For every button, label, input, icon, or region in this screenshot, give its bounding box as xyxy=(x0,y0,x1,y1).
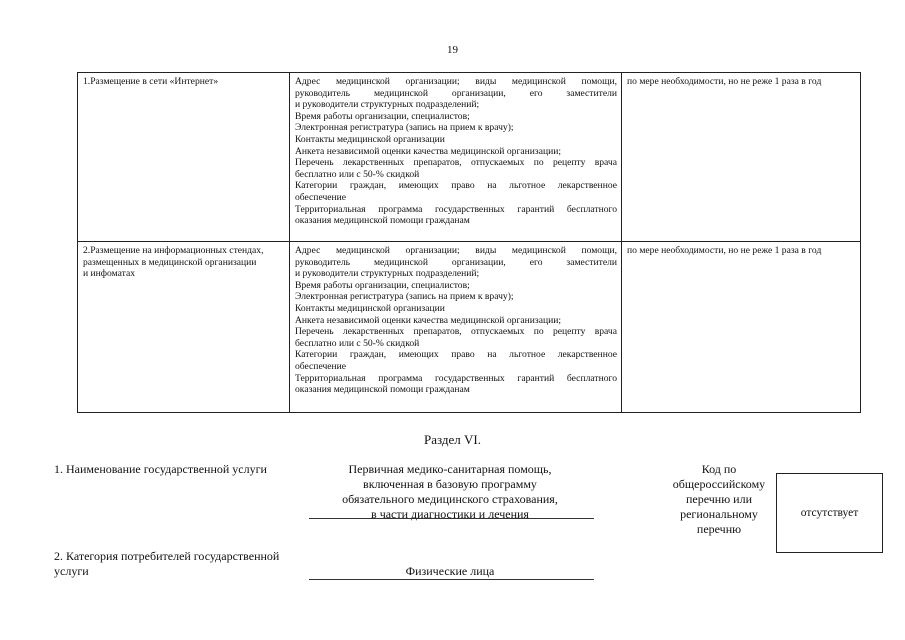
consumer-category-value: Физические лица xyxy=(405,564,495,578)
table-row xyxy=(78,73,861,242)
content-line: бесплатно или с 50-% скидкой xyxy=(295,168,420,180)
consumer-label-line: 2. Категория потребителей государственной xyxy=(54,549,280,563)
content-cell xyxy=(290,73,622,242)
method-text: 1.Размещение в сети «Интернет» xyxy=(83,76,219,87)
service-name-line: включенная в базовую программу xyxy=(363,477,537,491)
content-line: Перечень лекарственных препаратов, отпускаемых по рецепту врача xyxy=(295,326,617,338)
code-label-line: общероссийскому xyxy=(672,477,766,491)
content-line: Анкета независимой оценки качества медицинской организации; xyxy=(295,145,562,157)
consumer-label-line: услуги xyxy=(54,564,89,578)
content-line: и руководители структурных подразделений; xyxy=(295,99,480,111)
service-name-line: обязательного медицинского страхования, xyxy=(342,492,558,506)
content-line: обеспечение xyxy=(295,191,347,203)
code-value: отсутствует xyxy=(800,507,859,519)
content-line: Электронная регистратура (запись на прием к врачу); xyxy=(295,291,514,303)
content-line: оказания медицинской помощи гражданам xyxy=(295,384,470,396)
content-line: Электронная регистратура (запись на прием к врачу); xyxy=(295,122,514,134)
method-text: 2.Размещение на информационных стендах, xyxy=(83,245,264,256)
consumer-category-label xyxy=(54,549,279,579)
frequency-text: по мере необходимости, но не реже 1 раза в год xyxy=(627,245,822,256)
content-line: Перечень лекарственных препаратов, отпускаемых по рецепту врача xyxy=(295,157,617,169)
service-name-value xyxy=(305,462,595,522)
content-line: Время работы организации, специалистов; xyxy=(295,110,470,122)
content-line: Территориальная программа государственных гарантий бесплатного xyxy=(295,372,617,384)
content-line: Адрес медицинской организации; виды медицинской помощи, xyxy=(295,245,617,256)
content-line: руководитель медицинской организации, его заместители xyxy=(295,87,617,99)
frequency-cell xyxy=(622,73,861,242)
code-label-line: региональному xyxy=(680,507,758,521)
consumer-underline xyxy=(309,579,594,580)
content-line: Контакты медицинской организации xyxy=(295,133,445,145)
service-name-line: в части диагностики и лечения xyxy=(371,507,529,521)
content-line: Время работы организации, специалистов; xyxy=(295,279,470,291)
code-label-line: Код по xyxy=(701,462,737,476)
code-label-line: перечню xyxy=(696,522,742,536)
service-name-line: Первичная медико-санитарная помощь, xyxy=(348,462,552,476)
content-line: руководитель медицинской организации, его заместители xyxy=(295,256,617,268)
content-line: обеспечение xyxy=(295,360,347,372)
content-line: и руководители структурных подразделений; xyxy=(295,268,480,280)
code-box xyxy=(776,473,883,553)
content-line: Категории граждан, имеющих право на льготное лекарственное xyxy=(295,349,617,361)
content-line: Территориальная программа государственных гарантий бесплатного xyxy=(295,203,617,215)
page-number: 19 xyxy=(447,44,458,56)
information-table xyxy=(77,72,861,413)
frequency-cell xyxy=(622,242,861,413)
content-line: бесплатно или с 50-% скидкой xyxy=(295,337,420,349)
content-line: Категории граждан, имеющих право на льготное лекарственное xyxy=(295,180,617,192)
content-line: оказания медицинской помощи гражданам xyxy=(295,215,470,227)
service-name-label: 1. Наименование государственной услуги xyxy=(54,462,267,476)
method-text: и инфоматах xyxy=(83,268,136,280)
method-cell xyxy=(78,73,290,242)
table-row xyxy=(78,242,861,413)
frequency-text: по мере необходимости, но не реже 1 раза в год xyxy=(627,76,822,87)
section-title: Раздел VI. xyxy=(424,432,481,447)
content-line: Адрес медицинской организации; виды медицинской помощи, xyxy=(295,76,617,87)
method-text: размещенных в медицинской организации xyxy=(83,256,257,268)
content-line: Контакты медицинской организации xyxy=(295,302,445,314)
code-label xyxy=(665,462,773,537)
content-cell xyxy=(290,242,622,413)
method-cell xyxy=(78,242,290,413)
code-label-line: перечню или xyxy=(685,492,753,506)
content-line: Анкета независимой оценки качества медицинской организации; xyxy=(295,314,562,326)
service-name-underline xyxy=(309,518,594,519)
